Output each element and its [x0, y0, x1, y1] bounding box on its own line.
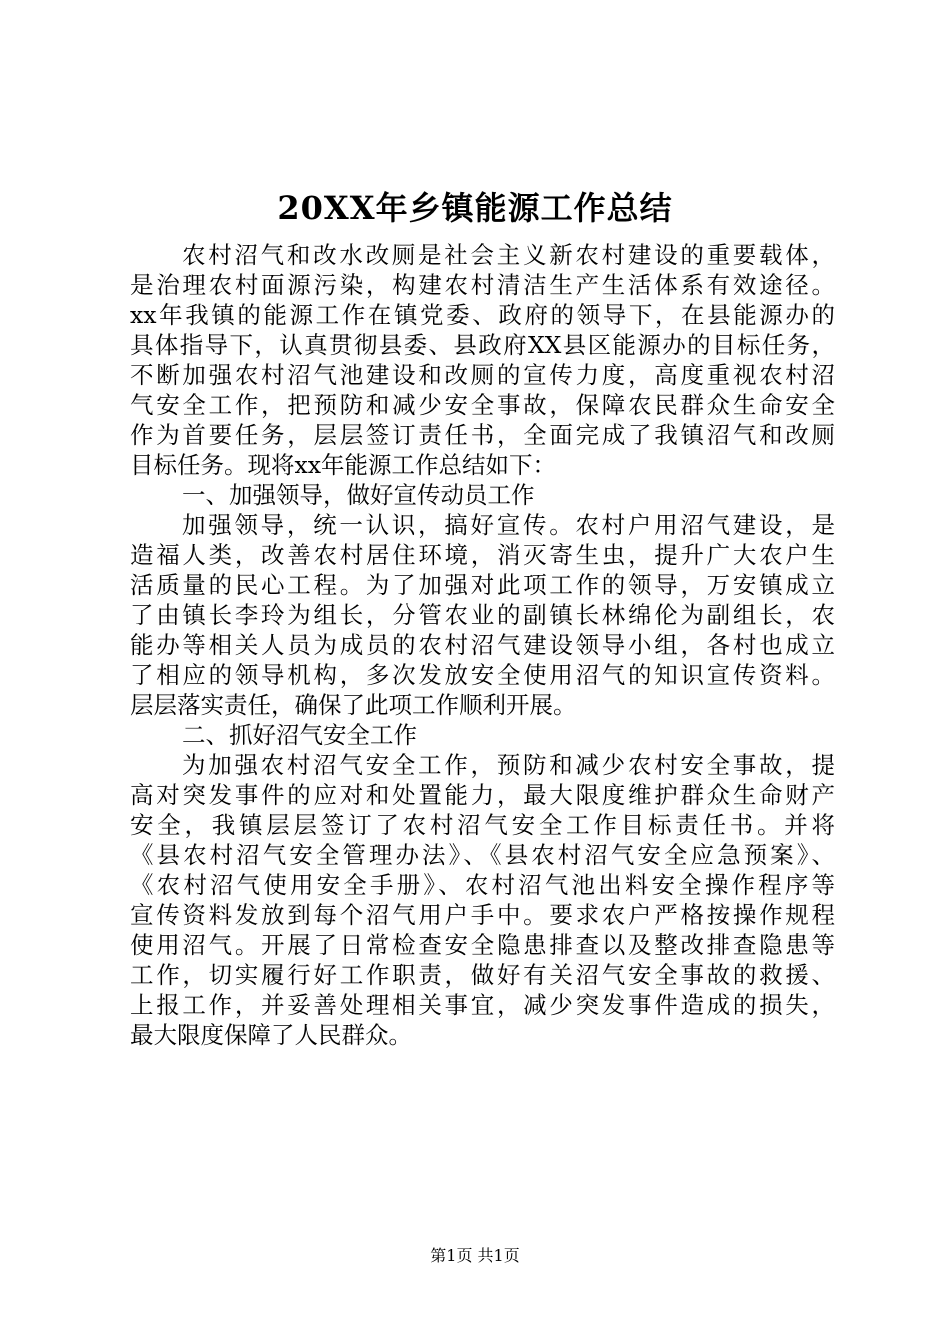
paragraph-line: 为加强农村沼气安全工作，预防和减少农村安全事故，提 — [182, 751, 835, 779]
section-heading: 二、抓好沼气安全工作 — [182, 721, 417, 749]
page-footer: 第1页 共1页 — [430, 1246, 520, 1265]
paragraph-line: 工作，切实履行好工作职责，做好有关沼气安全事故的救援、 — [130, 961, 835, 989]
paragraph-line: 《农村沼气使用安全手册》、农村沼气池出料安全操作程序等 — [130, 871, 835, 899]
paragraph-line: 农村沼气和改水改厕是社会主义新农村建设的重要载体， — [182, 241, 835, 269]
paragraph-line: 气安全工作，把预防和减少安全事故，保障农民群众生命安全 — [130, 391, 835, 419]
paragraph-line: 《县农村沼气安全管理办法》、《县农村沼气安全应急预案》、 — [130, 841, 835, 869]
paragraph-line: 目标任务。现将xx年能源工作总结如下： — [130, 451, 557, 479]
paragraph-line: 造福人类，改善农村居住环境，消灭寄生虫，提升广大农户生 — [130, 541, 835, 569]
paragraph-line: 了由镇长李玲为组长，分管农业的副镇长林绵伦为副组长，农 — [130, 601, 835, 629]
paragraph-line: 最大限度保障了人民群众。 — [130, 1021, 412, 1049]
paragraph-line: 上报工作，并妥善处理相关事宜，减少突发事件造成的损失， — [130, 991, 835, 1019]
paragraph-line: 不断加强农村沼气池建设和改厕的宣传力度，高度重视农村沼 — [130, 361, 835, 389]
paragraph-line: xx年我镇的能源工作在镇党委、政府的领导下，在县能源办的 — [130, 301, 835, 329]
paragraph-line: 作为首要任务，层层签订责任书，全面完成了我镇沼气和改厕 — [130, 421, 835, 449]
paragraph-line: 使用沼气。开展了日常检查安全隐患排查以及整改排查隐患等 — [130, 931, 835, 959]
paragraph-line: 具体指导下，认真贯彻县委、县政府XX县区能源办的目标任务， — [130, 331, 835, 359]
paragraph-line: 高对突发事件的应对和处置能力，最大限度维护群众生命财产 — [130, 781, 835, 809]
paragraph-line: 层层落实责任，确保了此项工作顺利开展。 — [130, 691, 577, 719]
paragraph-line: 是治理农村面源污染，构建农村清洁生产生活体系有效途径。 — [130, 271, 835, 299]
paragraph-line: 安全，我镇层层签订了农村沼气安全工作目标责任书。并将 — [130, 811, 835, 839]
document-title: 20XX年乡镇能源工作总结 — [277, 189, 673, 227]
section-heading: 一、加强领导，做好宣传动员工作 — [182, 481, 535, 509]
document-body — [130, 240, 835, 1050]
paragraph-line: 了相应的领导机构，多次发放安全使用沼气的知识宣传资料。 — [130, 661, 835, 689]
paragraph-line: 加强领导，统一认识，搞好宣传。农村户用沼气建设，是 — [182, 511, 835, 539]
paragraph-line: 宣传资料发放到每个沼气用户手中。要求农户严格按操作规程 — [130, 901, 835, 929]
paragraph-line: 活质量的民心工程。为了加强对此项工作的领导，万安镇成立 — [130, 571, 835, 599]
paragraph-line: 能办等相关人员为成员的农村沼气建设领导小组，各村也成立 — [130, 631, 835, 659]
